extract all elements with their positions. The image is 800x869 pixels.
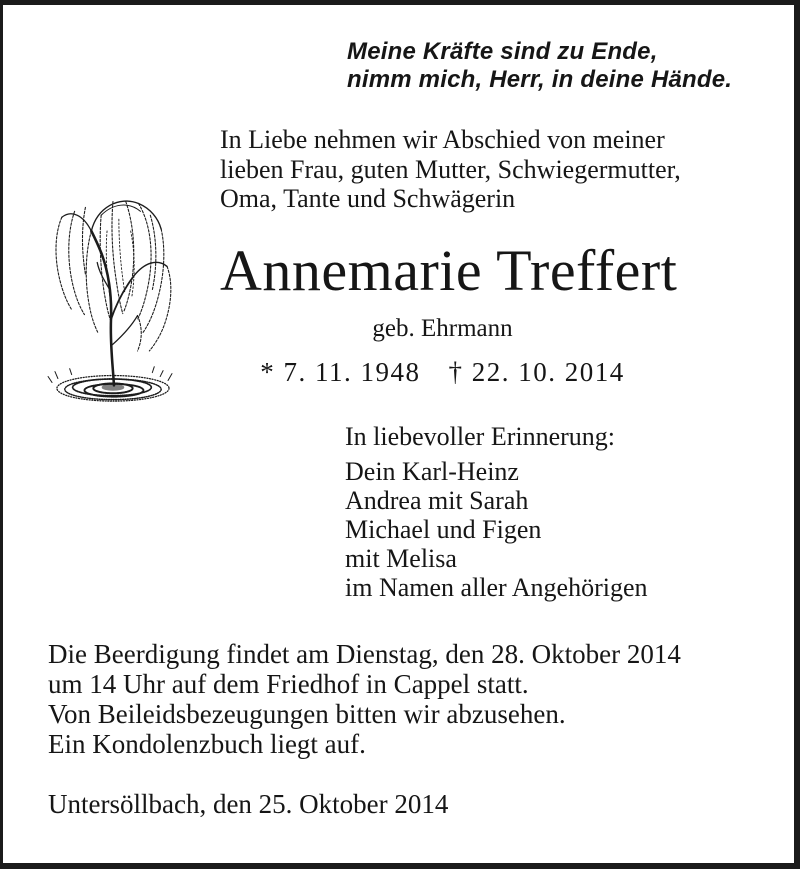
weeping-willow-illustration [42,172,180,408]
intro-line-2: lieben Frau, guten Mutter, Schwiegermutter, [220,154,681,184]
funeral-line-3: Von Beileidsbezeugungen bitten wir abzusehen. [48,699,566,729]
ground-mound [48,367,172,401]
mourner-line-5: im Namen aller Angehörigen [345,573,648,602]
mourner-line-2: Andrea mit Sarah [345,486,529,515]
epigraph [347,38,732,94]
intro-text [220,125,681,214]
intro-line-1: In Liebe nehmen wir Abschied von meiner [220,125,665,154]
mourners-list [345,457,648,602]
funeral-line-2: um 14 Uhr auf dem Friedhof in Cappel statt. [48,669,529,699]
death-date: † 22. 10. 2014 [448,357,625,387]
funeral-line-4: Ein Kondolenzbuch liegt auf. [48,729,366,759]
epigraph-line-2: nimm mich, Herr, in deine Hände. [347,66,733,93]
mourner-line-1: Dein Karl-Heinz [345,457,519,486]
life-dates [220,357,665,387]
birth-date: * 7. 11. 1948 [260,357,421,387]
mourner-line-3: Michael und Figen [345,515,542,544]
trunk-branches [62,201,167,385]
intro-line-3: Oma, Tante und Schwägerin [220,184,516,213]
epigraph-line-1: Meine Kräfte sind zu Ende, [347,38,658,65]
funeral-line-1: Die Beerdigung findet am Dienstag, den 28. Oktober 2014 [48,639,681,669]
remembrance-heading: In liebevoller Erinnerung: [345,422,616,451]
maiden-name: geb. Ehrmann [372,315,513,342]
mourner-line-4: mit Melisa [345,544,457,573]
place-dateline: Untersöllbach, den 25. Oktober 2014 [48,789,449,819]
weeping-willow-icon [42,172,180,408]
weeping-strands [56,202,171,351]
funeral-info [48,639,681,759]
deceased-name: Annemarie Treffert [220,238,678,303]
